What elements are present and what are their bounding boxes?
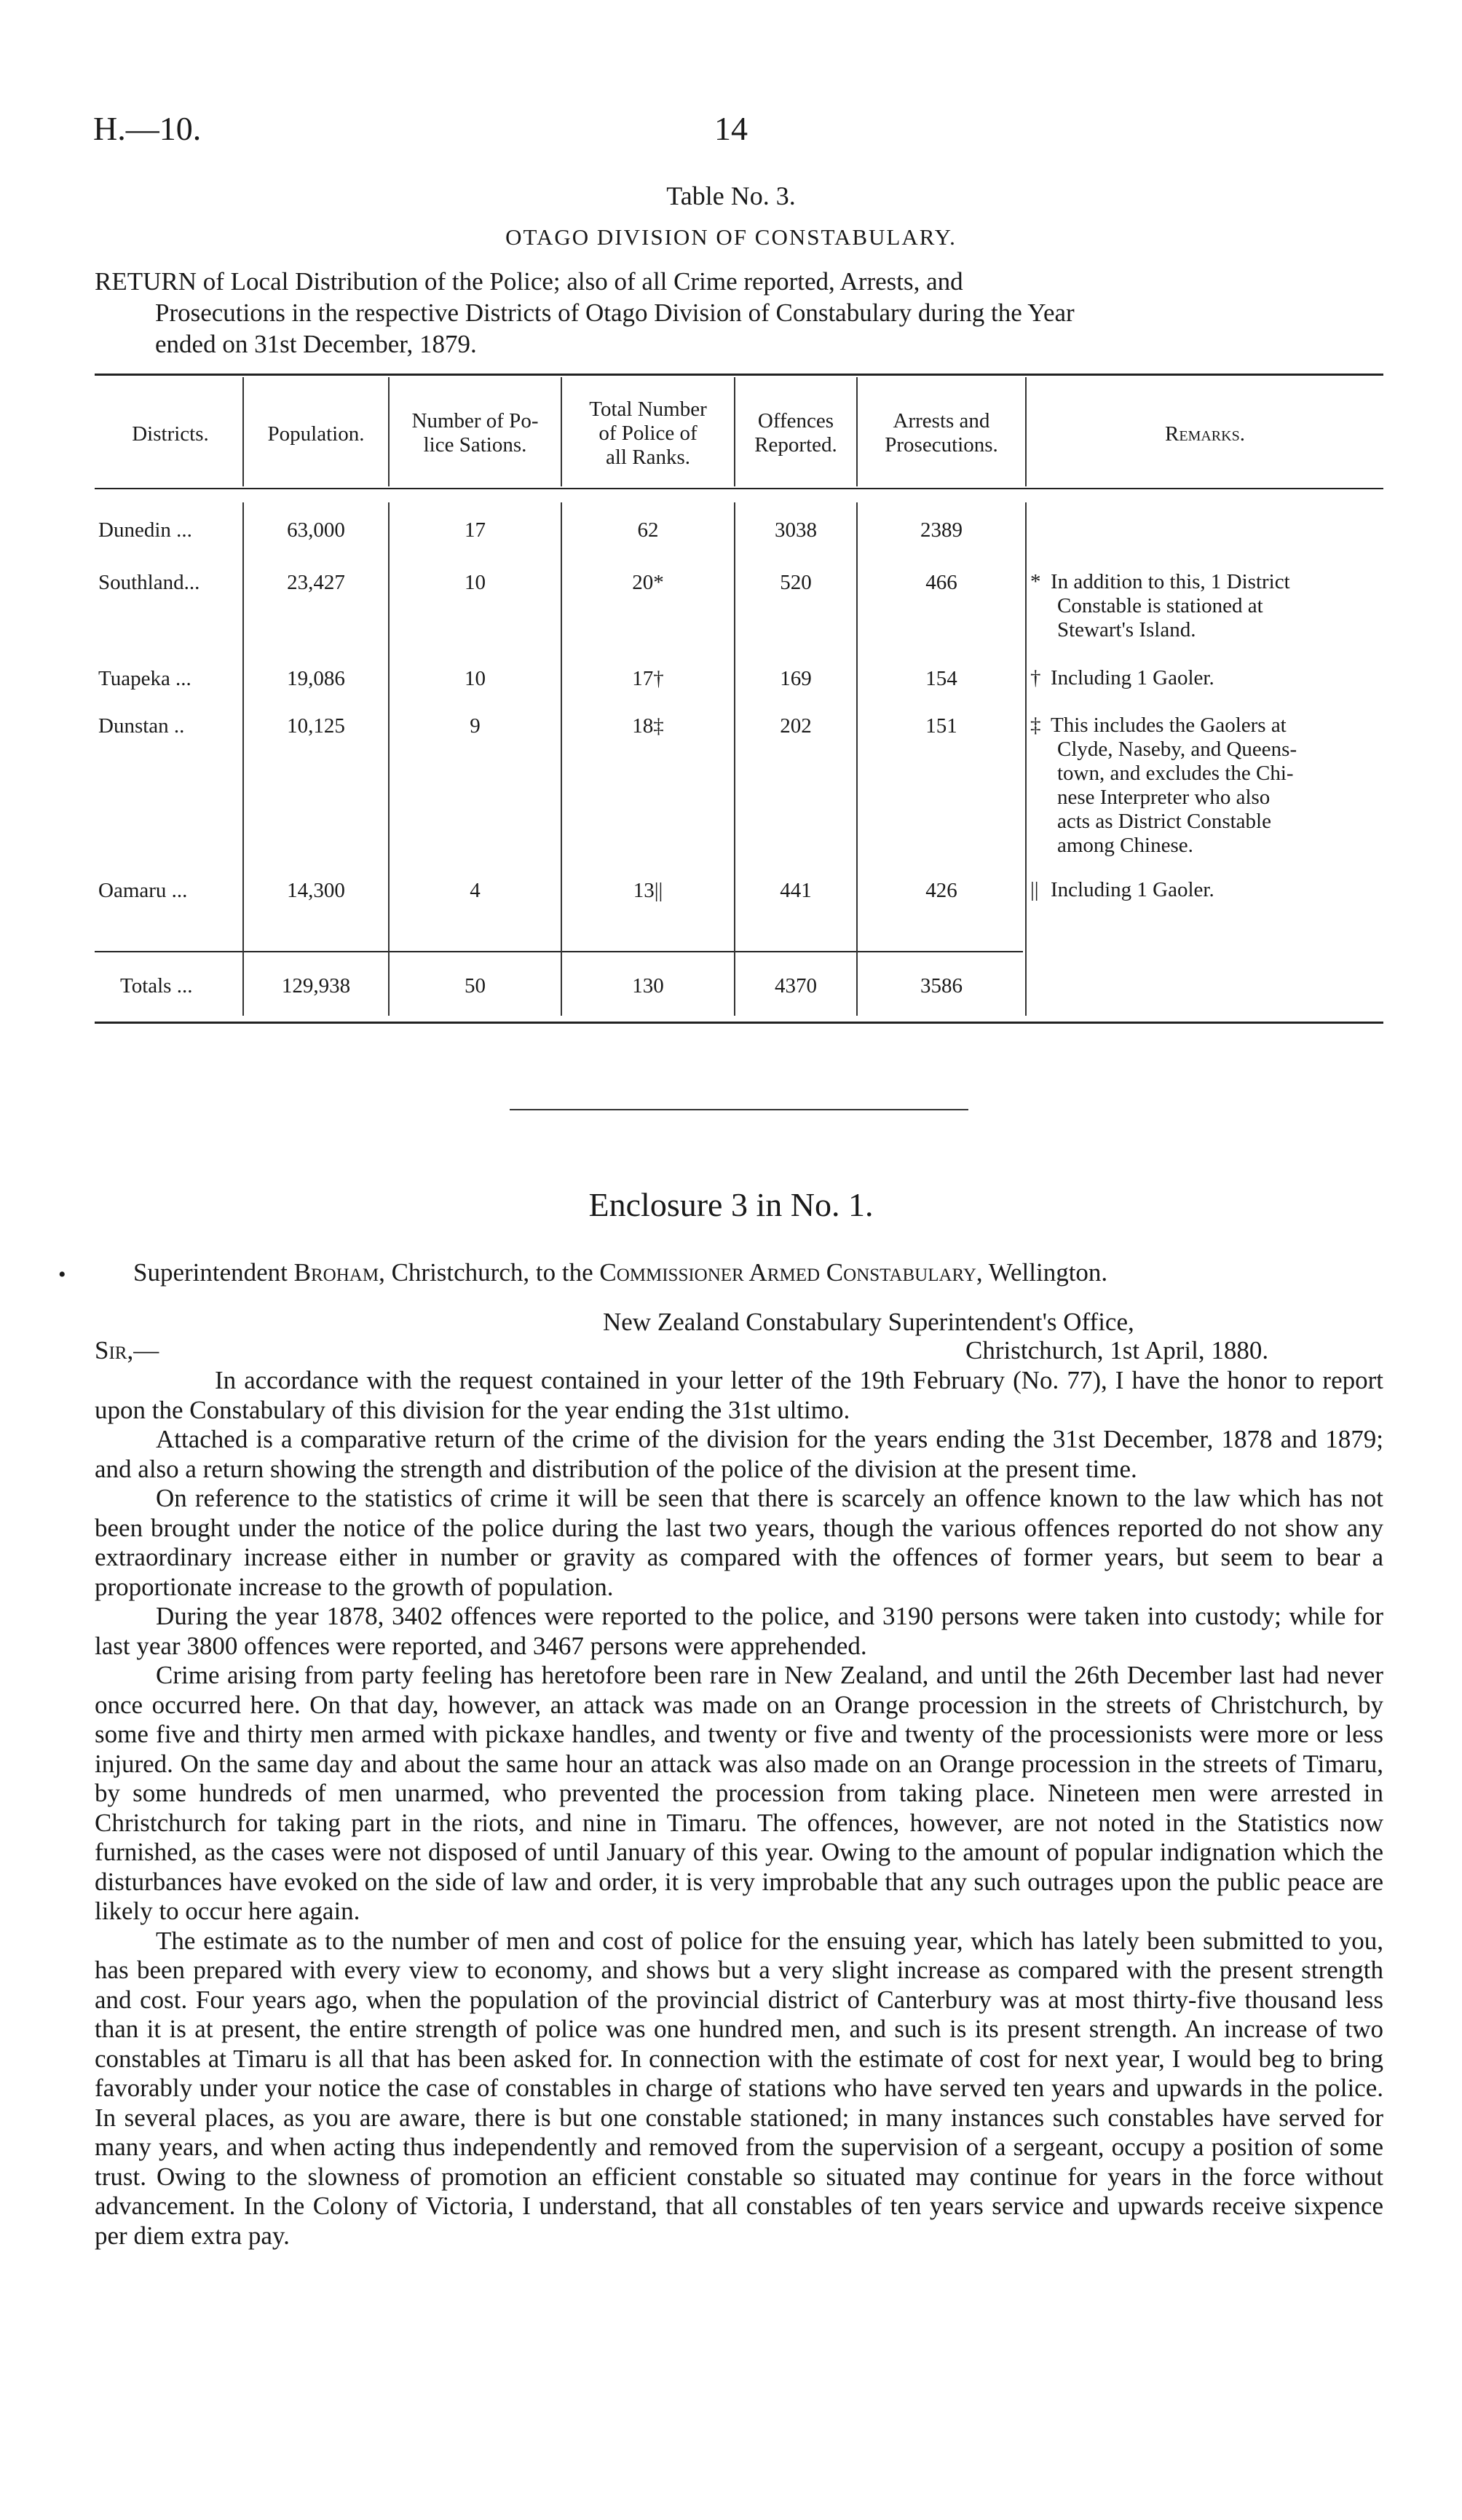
letter-body: [95, 1366, 1383, 2251]
cell-offences: 3038: [775, 518, 817, 542]
cell-stations: 9: [470, 714, 481, 738]
letter-paragraph: In accordance with the request contained in your letter of the 19th February (No. 77), I have the honor to report upon the Constabulary of this division for the year ending the 31st ultimo.: [95, 1366, 1383, 1424]
remark-dunstan: ‡ This includes the Gaolers at Clyde, Naseby, and Queens- town, and excludes the Chi- nese Interpreter who also acts as District Constable among Chinese.: [1030, 714, 1297, 857]
header-total-police-line1: Total Number: [589, 398, 707, 421]
table-header-rule: [95, 488, 1383, 489]
cell-police: 13||: [633, 879, 663, 902]
cell-stations: 10: [465, 667, 486, 690]
totals-arrests: 3586: [920, 974, 963, 998]
header-arrests-line2: Prosecutions.: [885, 433, 998, 457]
header-offences-reported: [735, 409, 856, 457]
letter-paragraph: During the year 1878, 3402 offences were reported to the police, and 3190 persons were taken into custody; while for last year 3800 offences were reported, and 3467 persons were apprehended.: [95, 1602, 1383, 1660]
section-separator: [510, 1109, 968, 1110]
table-bottom-rule: [95, 1022, 1383, 1024]
totals-stations: 50: [465, 974, 486, 998]
header-offences-line1: Offences: [757, 409, 834, 432]
cell-stations: 17: [465, 518, 486, 542]
cell-stations: 10: [465, 571, 486, 594]
cell-offences: 520: [780, 571, 812, 594]
header-population: Population.: [267, 422, 365, 446]
cell-arrests: 154: [925, 667, 957, 690]
cell-district: Southland...: [98, 571, 200, 594]
header-arrests-prosecutions: [858, 409, 1025, 457]
remark-southland: * In addition to this, 1 District Constable is stationed at Stewart's Island.: [1030, 570, 1290, 641]
totals-population: 129,938: [281, 974, 351, 998]
cell-population: 14,300: [287, 879, 345, 902]
cell-arrests: 466: [925, 571, 957, 594]
recipient-title: Commissioner Armed Constabulary: [599, 1258, 976, 1287]
page-number: 14: [714, 110, 748, 147]
return-title-line3: ended on 31st December, 1879.: [155, 330, 477, 358]
cell-district: Dunedin ...: [98, 518, 192, 542]
header-police-stations-line1: Number of Po-: [411, 409, 539, 432]
margin-mark: •: [58, 1263, 66, 1287]
remark-oamaru: || Including 1 Gaoler.: [1030, 878, 1214, 901]
header-police-stations-line2: lice Sations.: [423, 433, 527, 457]
remark-symbol: †: [1030, 666, 1041, 690]
letter-paragraph: The estimate as to the number of men and cost of police for the ensuing year, which has lately been submitted to you, has been prepared with every view to economy, and shows but a very slight increase as compared with the present strength and cost. Four years ago, when the population of the provincial district of Canterbury was at most thirty-five thousand less than it is at present, the entire strength of police was one hundred men, and such is its present strength. An increase of two constables at Timaru is all that has been asked for. In connection with the estimate of cost for next year, I would beg to bring favorably under your notice the case of constables in charge of stations who have served ten years and upwards in the police. In several places, as you are aware, there is but one constable stationed; in many instances such constables have served for many years, and when acting thus independently and removed from the supervision of a sergeant, occupy a position of some trust. Owing to the slowness of promotion an efficient constable so situated may continue for years in the force without advancement. In the Colony of Victoria, I understand, that all constables of ten years service and upwards receive sixpence per diem extra pay.: [95, 1926, 1383, 2250]
cell-population: 63,000: [287, 518, 345, 542]
return-title-line1: RETURN of Local Distribution of the Police; also of all Crime reported, Arrests, and: [95, 267, 963, 296]
enclosure-heading: Enclosure 3 in No. 1.: [588, 1186, 874, 1223]
remark-symbol: ‡: [1030, 714, 1041, 737]
letter-salutation: Sir,—: [95, 1336, 159, 1364]
cell-arrests: 426: [925, 879, 957, 902]
letter-paragraph: On reference to the statistics of crime it will be seen that there is scarcely an offence known to the law which has not been brought under the notice of the police during the last two years, though the various offences reported do not show any extraordinary increase either in number or gravity as compared with the offences of former years, but seem to bear a proportionate increase to the growth of population.: [95, 1484, 1383, 1601]
remark-symbol: *: [1030, 570, 1041, 593]
cell-police: 17†: [632, 667, 664, 690]
cell-stations: 4: [470, 879, 481, 902]
cell-police: 20*: [632, 571, 664, 594]
cell-district: Tuapeka ...: [98, 667, 191, 690]
totals-offences: 4370: [775, 974, 817, 998]
header-arrests-line1: Arrests and: [893, 409, 990, 432]
document-reference: H.—10.: [93, 110, 202, 147]
return-title-line2: Prosecutions in the respective Districts of Otago Division of Constabulary during the Year: [155, 299, 1075, 327]
remark-tuapeka: † Including 1 Gaoler.: [1030, 666, 1214, 690]
cell-arrests: 2389: [920, 518, 963, 542]
letter-paragraph: Attached is a comparative return of the crime of the division for the years ending the 31st December, 1878 and 1879; and also a return showing the strength and distribution of the police of the division at the present time.: [95, 1425, 1383, 1483]
header-offences-line2: Reported.: [754, 433, 837, 457]
header-total-police: [562, 398, 734, 470]
letter-address-line1: New Zealand Constabulary Superintendent's Office,: [603, 1308, 1134, 1336]
header-police-stations: [390, 409, 561, 457]
cell-police: 62: [637, 518, 659, 542]
totals-label: Totals ...: [120, 974, 193, 998]
cell-offences: 169: [780, 667, 812, 690]
cell-population: 19,086: [287, 667, 345, 690]
table-division: OTAGO DIVISION OF CONSTABULARY.: [505, 224, 957, 250]
letter-paragraph: Crime arising from party feeling has heretofore been rare in New Zealand, and until the 26th December last had never once occurred here. On that day, however, an attack was made on an Orange procession in the streets of Christchurch, by some five and thirty men armed with pickaxe handles, and twenty or five and twenty of the processionists were more or less injured. On the same day and about the same hour an attack was also made on an Orange procession in the streets of Timaru, by some hundreds of men unarmed, who prevented the procession from taking place. Nineteen men were arrested in Christchurch for taking part in the riots, and nine in Timaru. The offences, however, are not noted in the Statistics now furnished, as the cases were not disposed of until January of this year. Owing to the amount of popular indignation which the disturbances have evoked on the side of law and order, it is very improbable that any such outrages upon the public peace are likely to occur here again.: [95, 1661, 1383, 1925]
cell-population: 23,427: [287, 571, 345, 594]
return-title: [95, 266, 1383, 360]
column-divider: [1025, 502, 1027, 1016]
header-remarks: Remarks.: [1165, 422, 1245, 446]
totals-police: 130: [632, 974, 664, 998]
letter-address-line2: Christchurch, 1st April, 1880.: [965, 1336, 1269, 1364]
remark-symbol: ||: [1030, 878, 1039, 901]
letter-intro: Superintendent Broham, Christchurch, to the Commissioner Armed Constabulary, Wellington.: [133, 1258, 1108, 1287]
header-total-police-line2: of Police of: [598, 422, 698, 445]
cell-district: Dunstan ..: [98, 714, 185, 738]
table-totals-rule: [95, 951, 1023, 952]
cell-offences: 441: [780, 879, 812, 902]
cell-arrests: 151: [925, 714, 957, 738]
cell-district: Oamaru ...: [98, 879, 188, 902]
header-districts: Districts.: [132, 422, 209, 446]
header-total-police-line3: all Ranks.: [606, 446, 690, 469]
table-top-rule: [95, 374, 1383, 376]
cell-population: 10,125: [287, 714, 345, 738]
table-number: Table No. 3.: [666, 181, 796, 210]
cell-offences: 202: [780, 714, 812, 738]
sender-name: Broham: [293, 1258, 379, 1287]
cell-police: 18‡: [632, 714, 664, 738]
